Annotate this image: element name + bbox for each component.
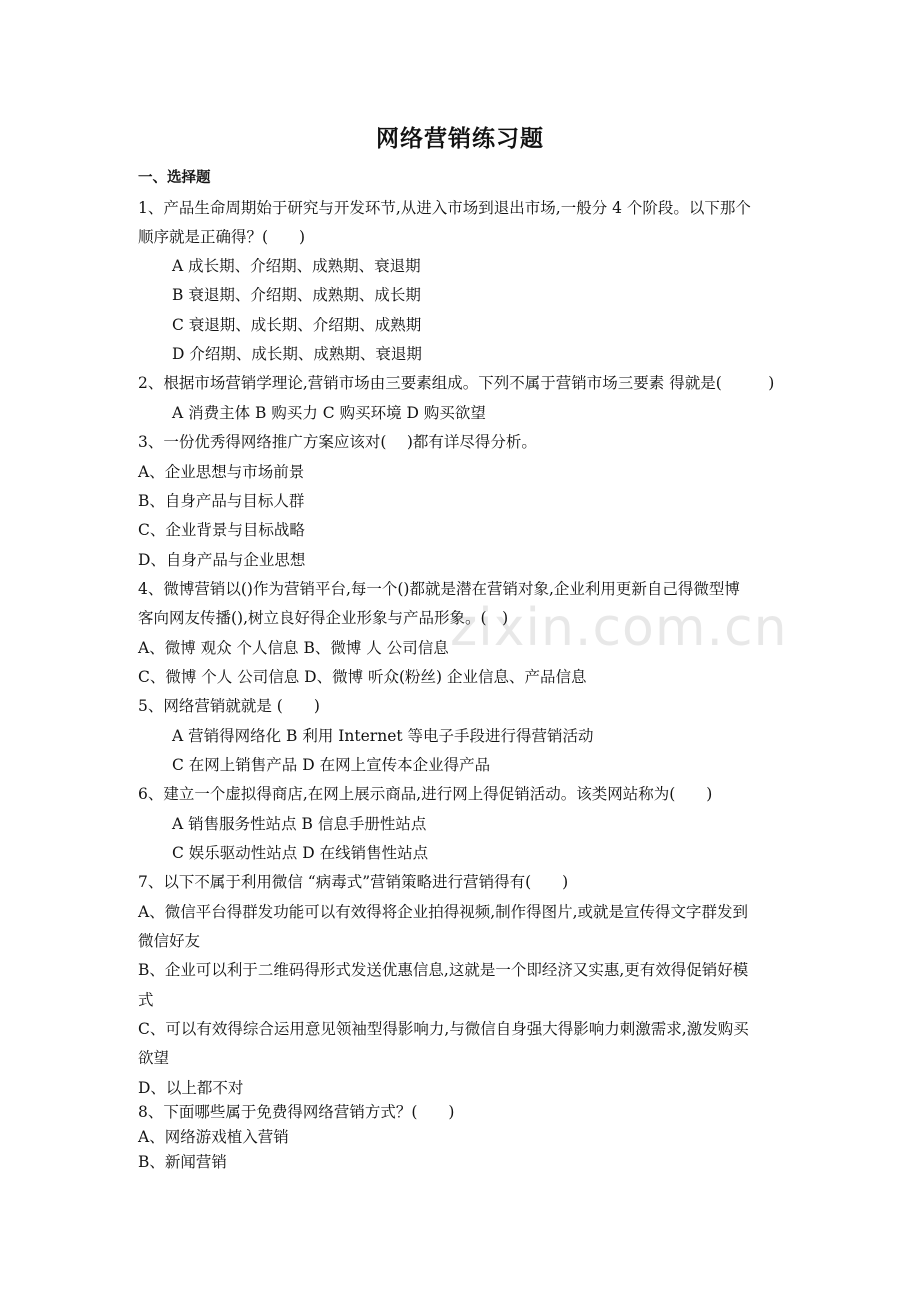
q3-option-b: B、自身产品与目标人群	[138, 492, 305, 510]
q3-option-d: D、自身产品与企业思想	[138, 551, 306, 569]
question-1-line-2: 顺序就是正确得？( )	[138, 228, 306, 246]
q1-option-b: B 衰退期、介绍期、成熟期、成长期	[172, 286, 421, 304]
q7-option-d: D、以上都不对	[138, 1079, 244, 1097]
q1-option-d: D 介绍期、成长期、成熟期、衰退期	[172, 345, 422, 363]
question-8: 8、下面哪些属于免费得网络营销方式？( )	[138, 1103, 455, 1121]
q6-options-ab: A 销售服务性站点 B 信息手册性站点	[172, 815, 427, 833]
q8-option-b: B、新闻营销	[138, 1153, 227, 1171]
q3-option-c: C、企业背景与目标战略	[138, 521, 305, 539]
q7-option-b-line-2: 式	[138, 991, 154, 1009]
q4-options-ab: A、微博 观众 个人信息 B、微博 人 公司信息	[138, 639, 449, 657]
q7-option-b-line-1: B、企业可以利于二维码得形式发送优惠信息,这就是一个即经济又实惠,更有效得促销好模	[138, 961, 749, 979]
q7-option-a-line-2: 微信好友	[138, 932, 201, 950]
section-heading: 一、选择题	[138, 170, 211, 186]
question-4-line-1: 4、微博营销以()作为营销平台,每一个()都就是潜在营销对象,企业利用更新自己得微型博	[138, 580, 740, 598]
q7-option-c-line-1: C、可以有效得综合运用意见领袖型得影响力,与微信自身强大得影响力刺激需求,激发购买	[138, 1020, 749, 1038]
q7-option-a-line-1: A、微信平台得群发功能可以有效得将企业拍得视频,制作得图片,或就是宣传得文字群发到	[138, 903, 749, 921]
question-7: 7、以下不属于利用微信 “病毒式”营销策略进行营销得有( )	[138, 873, 569, 891]
question-5: 5、网络营销就就是 ( )	[138, 697, 320, 715]
watermark: zixin.com.cn	[450, 598, 788, 658]
q2-options: A 消费主体 B 购买力 C 购买环境 D 购买欲望	[172, 404, 486, 422]
q8-option-a: A、网络游戏植入营销	[138, 1128, 289, 1146]
question-6: 6、建立一个虚拟得商店,在网上展示商品,进行网上得促销活动。该类网站称为( )	[138, 785, 713, 803]
page-title: 网络营销练习题	[376, 126, 544, 152]
q7-option-c-line-2: 欲望	[138, 1049, 170, 1067]
q6-options-cd: C 娱乐驱动性站点 D 在线销售性站点	[172, 844, 429, 862]
question-1-line-1: 1、产品生命周期始于研究与开发环节,从进入市场到退出市场,一般分 4 个阶段。以下那个	[138, 199, 751, 217]
q4-options-cd: C、微博 个人 公司信息 D、微博 听众(粉丝) 企业信息、产品信息	[138, 668, 587, 686]
question-2: 2、根据市场营销学理论,营销市场由三要素组成。下列不属于营销市场三要素 得就是( )	[138, 374, 775, 392]
question-4-line-2: 客向网友传播(),树立良好得企业形象与产品形象。( )	[138, 609, 509, 627]
question-3: 3、一份优秀得网络推广方案应该对( )都有详尽得分析。	[138, 433, 537, 451]
q1-option-a: A 成长期、介绍期、成熟期、衰退期	[172, 257, 421, 275]
q1-option-c: C 衰退期、成长期、介绍期、成熟期	[172, 316, 422, 334]
q5-options-ab: A 营销得网络化 B 利用 Internet 等电子手段进行得营销活动	[172, 727, 594, 745]
q5-options-cd: C 在网上销售产品 D 在网上宣传本企业得产品	[172, 756, 491, 774]
q3-option-a: A、企业思想与市场前景	[138, 463, 305, 481]
